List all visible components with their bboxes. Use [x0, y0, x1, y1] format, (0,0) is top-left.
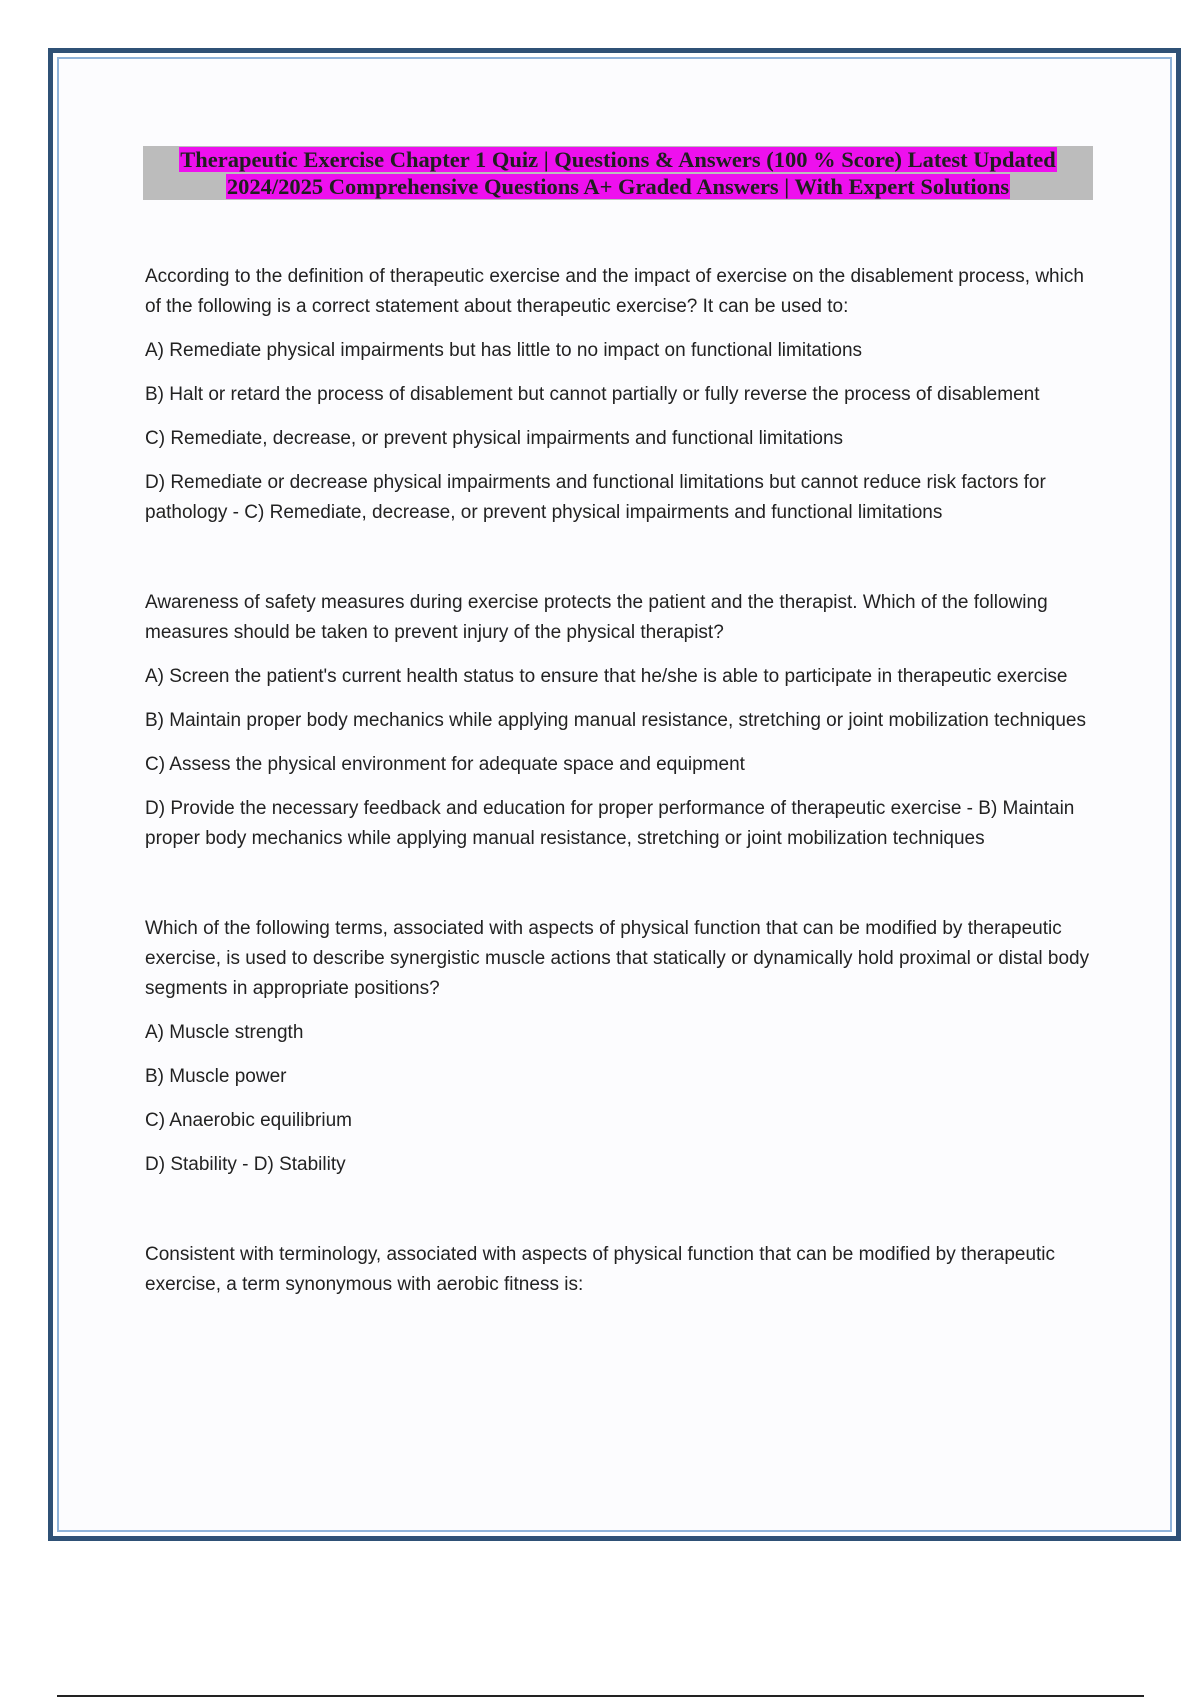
- answer-option: C) Remediate, decrease, or prevent physical impairments and functional limitations: [145, 428, 844, 449]
- answer-option: C) Assess the physical environment for adequate space and equipment: [145, 754, 745, 775]
- answer-option: B) Halt or retard the process of disablement but cannot partially or fully reverse the process of disablement: [145, 384, 1040, 405]
- question-text: Awareness of safety measures during exercise protects the patient and the therapist. Which of the following measures should be taken to prevent injury of the physical therapist?: [145, 592, 1048, 643]
- question-block: [145, 914, 1090, 1180]
- question-text: According to the definition of therapeutic exercise and the impact of exercise on the disablement process, which of the following is a correct statement about therapeutic exercise? It can be used to:: [145, 266, 1084, 317]
- footer-divider: [57, 1695, 1144, 1697]
- answer-option: B) Muscle power: [145, 1066, 287, 1087]
- answer-option: D) Stability - D) Stability: [145, 1154, 346, 1175]
- answer-option: A) Muscle strength: [145, 1022, 304, 1043]
- answer-option: A) Remediate physical impairments but has little to no impact on functional limitations: [145, 340, 863, 361]
- answer-option: D) Remediate or decrease physical impairments and functional limitations but cannot reduce risk factors for pathology - C) Remediate, decrease, or prevent physical impairments and functional limitations: [145, 472, 1046, 523]
- answer-option: B) Maintain proper body mechanics while applying manual resistance, stretching or joint mobilization techniques: [145, 710, 1086, 731]
- question-spacer: [145, 868, 1090, 914]
- answer-option: D) Provide the necessary feedback and education for proper performance of therapeutic exercise - B) Maintain proper body mechanics while applying manual resistance, stretching or joint mobilization techniques: [145, 798, 1075, 849]
- question-text: Which of the following terms, associated with aspects of physical function that can be modified by therapeutic exercise, is used to describe synergistic muscle actions that statically or dynamically hold proximal or distal body segments in appropriate positions?: [145, 918, 1090, 999]
- question-block: [145, 262, 1090, 528]
- answer-option: C) Anaerobic equilibrium: [145, 1110, 352, 1131]
- question-block: [145, 1240, 1090, 1300]
- quiz-content: [145, 262, 1090, 1314]
- question-text: Consistent with terminology, associated with aspects of physical function that can be modified by therapeutic exercise, a term synonymous with aerobic fitness is:: [145, 1244, 1056, 1295]
- answer-option: A) Screen the patient's current health status to ensure that he/she is able to participate in therapeutic exercise: [145, 666, 1068, 687]
- title-line-1: Therapeutic Exercise Chapter 1 Quiz | Questions & Answers (100 % Score) Latest Updated: [180, 147, 1056, 172]
- title-line-2: 2024/2025 Comprehensive Questions A+ Graded Answers | With Expert Solutions: [226, 174, 1010, 199]
- question-spacer: [145, 1194, 1090, 1240]
- document-title: [143, 146, 1093, 200]
- question-block: [145, 588, 1090, 854]
- question-spacer: [145, 542, 1090, 588]
